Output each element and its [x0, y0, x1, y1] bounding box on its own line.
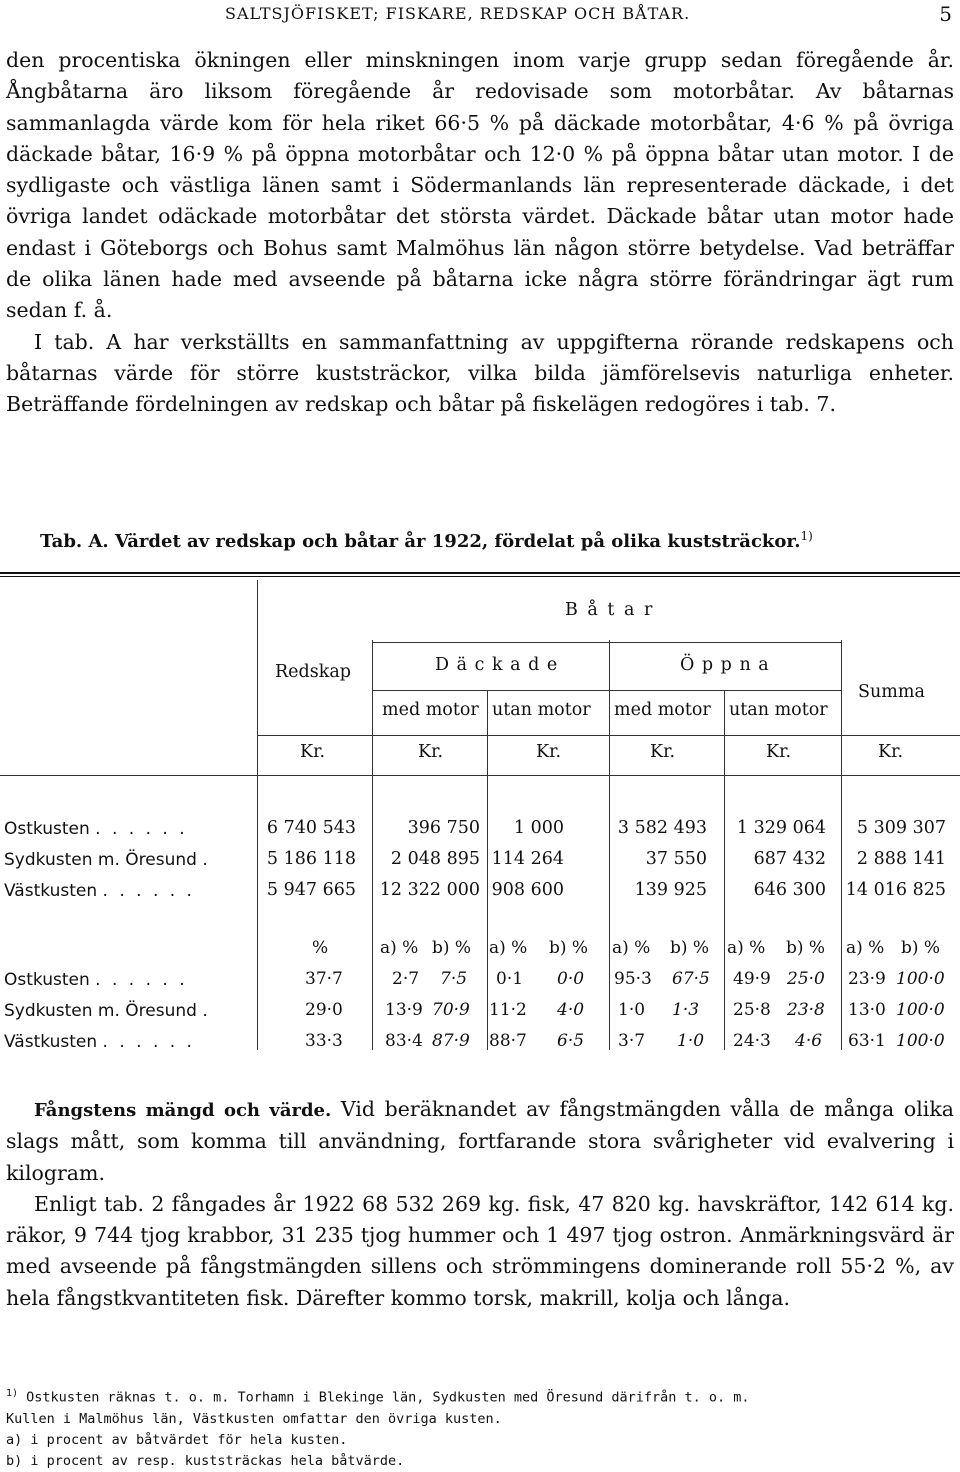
row-label: Västkusten . . . . . .	[4, 881, 195, 901]
footnote-a: a) i procent av båtvärdet för hela kusten.	[6, 1431, 348, 1448]
header-dackade-utan-motor: utan motor	[492, 700, 591, 720]
cell: 5 309 307	[856, 818, 946, 838]
catch-paragraph-1	[6, 1094, 954, 1189]
pct-cell: 0·0	[557, 969, 585, 989]
page-number: 5	[939, 2, 952, 26]
cell: 5 947 665	[266, 880, 356, 900]
col-sep-utan	[609, 640, 610, 1050]
unit-redskap: Kr.	[300, 742, 326, 762]
col-sep-dackade	[487, 690, 488, 1050]
footnote-1-line1: Ostkusten räknas t. o. m. Torhamn i Blekinge län, Sydkusten med Öresund därifrån t. o. m.	[18, 1389, 750, 1406]
pct-head: b) %	[901, 938, 941, 958]
table-caption-note: 1)	[800, 529, 813, 543]
header-mid-rule	[257, 735, 960, 736]
footnote-1	[6, 1383, 954, 1409]
intro-paragraph-2: I tab. A har verkställts en sammanfattning av uppgifterna rörande redskapens och båtarnas värde för större kuststräckor, vilka bilda jämförelsevis naturliga enheter. Beträffande fördelningen av redskap och båtar på fiskelägen redogöres i tab. 7.	[6, 329, 954, 417]
pct-head: a) %	[489, 938, 528, 958]
oppna-underline	[609, 690, 841, 691]
pct-cell: 1·0	[618, 1000, 646, 1020]
pct-cell: 7·5	[440, 969, 468, 989]
catch-paragraph-lead: Fångstens mängd och värde.	[34, 1100, 332, 1121]
col-sep-oppna	[724, 690, 725, 1050]
cell: 14 016 825	[845, 880, 946, 900]
unit-oppna-utan: Kr.	[766, 742, 792, 762]
pct-cell: 83·4	[385, 1031, 423, 1051]
pct-cell: 1·3	[672, 1000, 700, 1020]
pct-cell: 95·3	[614, 969, 652, 989]
pct-head: b) %	[670, 938, 710, 958]
pct-cell: 4·0	[557, 1000, 585, 1020]
pct-cell: 70·9	[432, 1000, 470, 1020]
unit-oppna-med: Kr.	[650, 742, 676, 762]
intro-text	[6, 45, 954, 421]
header-oppna-med-motor: med motor	[614, 700, 711, 720]
after-table-text	[6, 1094, 954, 1314]
pct-head: b) %	[786, 938, 826, 958]
pct-cell: 37·7	[305, 969, 343, 989]
footnotes	[6, 1383, 954, 1472]
row-label: Sydkusten m. Öresund .	[4, 1001, 211, 1021]
cell: 2 888 141	[856, 849, 946, 869]
table-caption	[40, 529, 940, 552]
cell: 5 186 118	[266, 849, 356, 869]
row-label: Västkusten . . . . . .	[4, 1032, 195, 1052]
pct-cell: 0·1	[496, 969, 524, 989]
row-label: Ostkusten . . . . . .	[4, 819, 188, 839]
pct-cell: 88·7	[489, 1031, 527, 1051]
cell: 908 600	[491, 880, 564, 900]
cell: 3 582 493	[617, 818, 707, 838]
header-redskap: Redskap	[275, 662, 351, 682]
pct-head: b) %	[432, 938, 472, 958]
row-label: Ostkusten . . . . . .	[4, 970, 188, 990]
cell: 1 000	[513, 818, 564, 838]
pct-cell: 100·0	[896, 969, 945, 989]
pct-cell: 11·2	[489, 1000, 527, 1020]
pct-head: a) %	[380, 938, 419, 958]
col-sep-summa	[841, 640, 842, 1050]
pct-cell: 87·9	[432, 1031, 470, 1051]
pct-cell: 24·3	[733, 1031, 771, 1051]
footnote-1-mark: 1)	[6, 1388, 19, 1399]
header-bottom-rule	[0, 775, 960, 776]
cell: 1 329 064	[736, 818, 826, 838]
col-sep-redskap	[372, 640, 373, 1050]
running-head-title: SALTSJÖFISKET; FISKARE, REDSKAP OCH BÅTAR.	[225, 4, 691, 23]
cell: 37 550	[645, 849, 707, 869]
row-label: Sydkusten m. Öresund .	[4, 850, 211, 870]
header-dackade-med-motor: med motor	[382, 700, 479, 720]
cell: 6 740 543	[266, 818, 356, 838]
pct-cell: 25·8	[733, 1000, 771, 1020]
header-batar: B å t a r	[565, 600, 655, 620]
running-head	[0, 4, 960, 26]
pct-cell: 1·0	[677, 1031, 705, 1051]
catch-paragraph-rest: Vid beräknandet av fångstmängden vålla de många olika slags mått, som komma till användning, fortfarande stora svårigheter vid evalvering i kilogram.	[6, 1097, 954, 1185]
cell: 646 300	[753, 880, 826, 900]
dackade-underline	[372, 690, 609, 691]
header-dackade: D ä c k a d e	[435, 655, 559, 675]
pct-cell: 100·0	[896, 1031, 945, 1051]
pct-cell: 67·5	[672, 969, 710, 989]
batar-underline	[372, 642, 841, 643]
pct-cell: 23·8	[787, 1000, 825, 1020]
cell: 687 432	[753, 849, 826, 869]
pct-cell: 23·9	[848, 969, 886, 989]
pct-cell: 13·9	[385, 1000, 423, 1020]
cell: 396 750	[407, 818, 480, 838]
pct-head: a) %	[727, 938, 766, 958]
pct-head: a) %	[612, 938, 651, 958]
unit-dackade-med: Kr.	[418, 742, 444, 762]
table-top-rule	[0, 572, 960, 574]
header-oppna-utan-motor: utan motor	[729, 700, 828, 720]
pct-cell: 13·0	[848, 1000, 886, 1020]
cell: 114 264	[491, 849, 564, 869]
footnote-1-cont: Kullen i Malmöhus län, Västkusten omfattar den övriga kusten.	[6, 1410, 502, 1427]
pct-head: b) %	[549, 938, 589, 958]
pct-cell: 33·3	[305, 1031, 343, 1051]
pct-cell: 25·0	[787, 969, 825, 989]
pct-head: a) %	[846, 938, 885, 958]
cell: 12 322 000	[379, 880, 480, 900]
pct-cell: 29·0	[305, 1000, 343, 1020]
cell: 139 925	[634, 880, 707, 900]
table-top-rule-thin	[0, 576, 960, 577]
unit-summa: Kr.	[878, 742, 904, 762]
catch-paragraph-2: Enligt tab. 2 fångades år 1922 68 532 269 kg. fisk, 47 820 kg. havskräftor, 142 614 kg. räkor, 9 744 tjog krabbor, 31 235 tjog hummer och 1 497 tjog ostron. Anmärkningsvärd är med avseende på fångstmängden sillens och strömmingens dominerande roll 55·2 %, av hela fångstkvantiteten fisk. Därefter kommo torsk, makrill, kolja och långa.	[6, 1191, 954, 1310]
pct-cell: 63·1	[848, 1031, 886, 1051]
pct-cell: 2·7	[392, 969, 420, 989]
pct-cell: 100·0	[896, 1000, 945, 1020]
pct-cell: 6·5	[557, 1031, 585, 1051]
cell: 2 048 895	[390, 849, 480, 869]
pct-cell: 3·7	[618, 1031, 646, 1051]
table-caption-text: Tab. A. Värdet av redskap och båtar år 1922, fördelat på olika kuststräckor.	[40, 531, 801, 552]
footnote-b: b) i procent av resp. kuststräckas hela båtvärde.	[6, 1452, 405, 1469]
col-sep-label	[257, 580, 258, 1050]
header-oppna: Ö p p n a	[680, 655, 770, 675]
pct-cell: 49·9	[733, 969, 771, 989]
pct-cell: 4·6	[795, 1031, 823, 1051]
pct-head: %	[312, 938, 329, 958]
unit-dackade-utan: Kr.	[536, 742, 562, 762]
header-summa: Summa	[858, 682, 925, 702]
intro-paragraph-1: den procentiska ökningen eller minskningen inom varje grupp sedan föregående år. Ångbåtarna äro liksom föregående år redovisade som motorbåtar. Av båtarnas sammanlagda värde kom för hela riket 66·5 % på däckade motorbåtar, 4·6 % på övriga däckade båtar, 16·9 % på öppna motorbåtar och 12·0 % på öppna båtar utan motor. I de sydligaste och västliga länen samt i Södermanlands län representerade däckade, i det övriga landet odäckade motorbåtar det största värdet. Däckade båtar utan motor hade endast i Göteborgs och Bohus samt Malmöhus län någon större betydelse. Vad beträffar de olika länen hade med avseende på båtarna icke några större förändringar ägt rum sedan f. å.	[6, 48, 954, 323]
